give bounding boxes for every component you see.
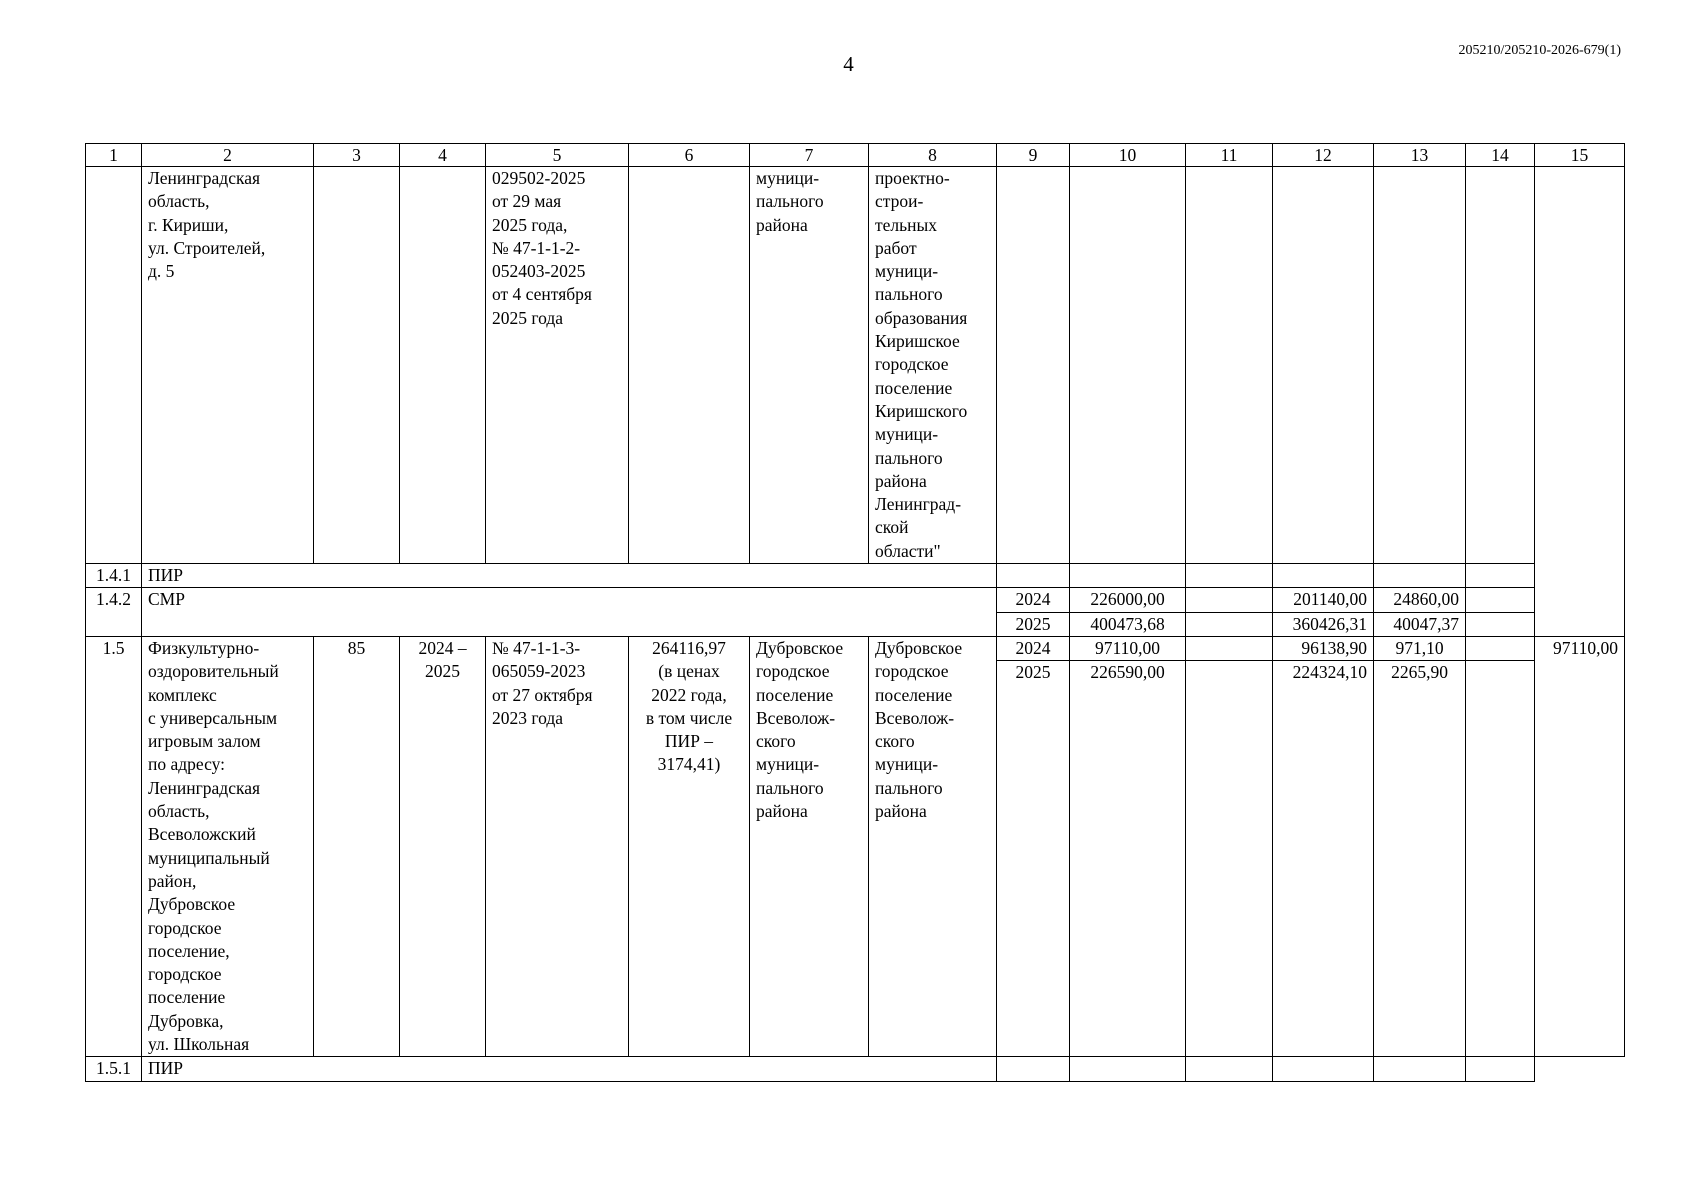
cell-other [1466, 636, 1535, 660]
column-header: 13 [1374, 144, 1466, 167]
cell-col15: 97110,00 [1535, 636, 1625, 1056]
column-header: 11 [1186, 144, 1273, 167]
cell-federal [1186, 612, 1273, 636]
cell-local: 40047,37 [1374, 612, 1466, 636]
cell-work-type: ПИР [142, 1057, 997, 1081]
document-code: 205210/205210-2026-679(1) [1458, 43, 1621, 58]
cell-federal [1186, 588, 1273, 612]
cell-address: Ленинградская область, г. Кириши, ул. Строителей, д. 5 [142, 167, 314, 564]
column-number-row [86, 144, 1625, 167]
cell-local: 2265,90 [1374, 661, 1466, 1057]
cell-object-name: Физкультурно- оздоровительный комплекс с универсальным игровым залом по адресу: Ленинградская область, Всеволожский муниципальный район, Дубровское городское поселение, городское поселение Дубровка, ул. Школьная [142, 636, 314, 1056]
cell-col15 [1535, 1057, 1625, 1081]
cell-federal [1186, 636, 1273, 660]
cell-other [1466, 564, 1535, 588]
cell-regional: 360426,31 [1273, 612, 1374, 636]
column-header: 3 [314, 144, 400, 167]
column-header: 15 [1535, 144, 1625, 167]
cell-regional [1273, 564, 1374, 588]
page-number: 4 [843, 52, 854, 76]
cell-customer: Дубровское городское поселение Всеволож- ского муници- пального района [750, 636, 869, 1056]
table-row-1-5 [86, 636, 1625, 660]
cell-other [1466, 167, 1535, 564]
cell-other [1466, 588, 1535, 612]
program-table [85, 143, 1625, 1082]
cell-year: 2025 [997, 661, 1070, 1057]
cell-total: 400473,68 [1070, 612, 1186, 636]
cell-other [1466, 661, 1535, 1057]
cell-number: 1.4.2 [86, 588, 142, 637]
cell-local: 971,10 [1374, 636, 1466, 660]
column-header: 2 [142, 144, 314, 167]
cell-local [1374, 1057, 1466, 1081]
cell-regional [1273, 167, 1374, 564]
column-header: 4 [400, 144, 486, 167]
cell-work-type: ПИР [142, 564, 997, 588]
cell-regional: 96138,90 [1273, 636, 1374, 660]
cell-other [1466, 612, 1535, 636]
cell-number [86, 167, 142, 564]
cell-purpose: проектно- строи- тельных работ муници- пального образования Киришское городское поселение Киришского муници- пального района Ленинград- ской области" [869, 167, 997, 564]
cell-total: 97110,00 [1070, 636, 1186, 660]
cell-regional: 224324,10 [1273, 661, 1374, 1057]
cell-federal [1186, 1057, 1273, 1081]
column-header: 6 [629, 144, 750, 167]
cell-other [1466, 1057, 1535, 1081]
cell-number: 1.5 [86, 636, 142, 1056]
cell-cost [629, 167, 750, 564]
cell-year: 2024 [997, 588, 1070, 612]
cell-work-type: СМР [142, 588, 997, 637]
column-header: 14 [1466, 144, 1535, 167]
column-header: 10 [1070, 144, 1186, 167]
cell-expertise: 029502-2025 от 29 мая 2025 года, № 47-1-1-2- 052403-2025 от 4 сентября 2025 года [486, 167, 629, 564]
cell-year: 2025 [997, 612, 1070, 636]
cell-cost: 264116,97 (в ценах 2022 года, в том числе ПИР – 3174,41) [629, 636, 750, 1056]
cell-federal [1186, 564, 1273, 588]
column-header: 1 [86, 144, 142, 167]
table-row-1-5-1 [86, 1057, 1625, 1081]
column-header: 9 [997, 144, 1070, 167]
cell-year [997, 1057, 1070, 1081]
column-header: 12 [1273, 144, 1374, 167]
cell-total [1070, 1057, 1186, 1081]
cell-regional: 201140,00 [1273, 588, 1374, 612]
cell-federal [1186, 661, 1273, 1057]
column-header: 5 [486, 144, 629, 167]
column-header: 7 [750, 144, 869, 167]
cell-expertise: № 47-1-1-3- 065059-2023 от 27 октября 2023 года [486, 636, 629, 1056]
cell-number: 1.4.1 [86, 564, 142, 588]
table-row-continuation [86, 167, 1625, 564]
cell-capacity [314, 167, 400, 564]
cell-purpose: Дубровское городское поселение Всеволож- ского муници- пального района [869, 636, 997, 1056]
cell-total: 226590,00 [1070, 661, 1186, 1057]
cell-period [400, 167, 486, 564]
cell-local [1374, 167, 1466, 564]
cell-regional [1273, 1057, 1374, 1081]
table-row-1-4-1 [86, 564, 1625, 588]
cell-customer: муници- пального района [750, 167, 869, 564]
cell-col15 [1535, 588, 1625, 637]
cell-year [997, 167, 1070, 564]
cell-col15 [1535, 167, 1625, 564]
cell-period: 2024 – 2025 [400, 636, 486, 1056]
column-header: 8 [869, 144, 997, 167]
cell-total [1070, 564, 1186, 588]
cell-col15 [1535, 564, 1625, 588]
cell-year [997, 564, 1070, 588]
cell-federal [1186, 167, 1273, 564]
cell-number: 1.5.1 [86, 1057, 142, 1081]
table-row-1-4-2 [86, 588, 1625, 612]
cell-year: 2024 [997, 636, 1070, 660]
cell-capacity: 85 [314, 636, 400, 1056]
cell-local: 24860,00 [1374, 588, 1466, 612]
cell-local [1374, 564, 1466, 588]
cell-total [1070, 167, 1186, 564]
cell-total: 226000,00 [1070, 588, 1186, 612]
